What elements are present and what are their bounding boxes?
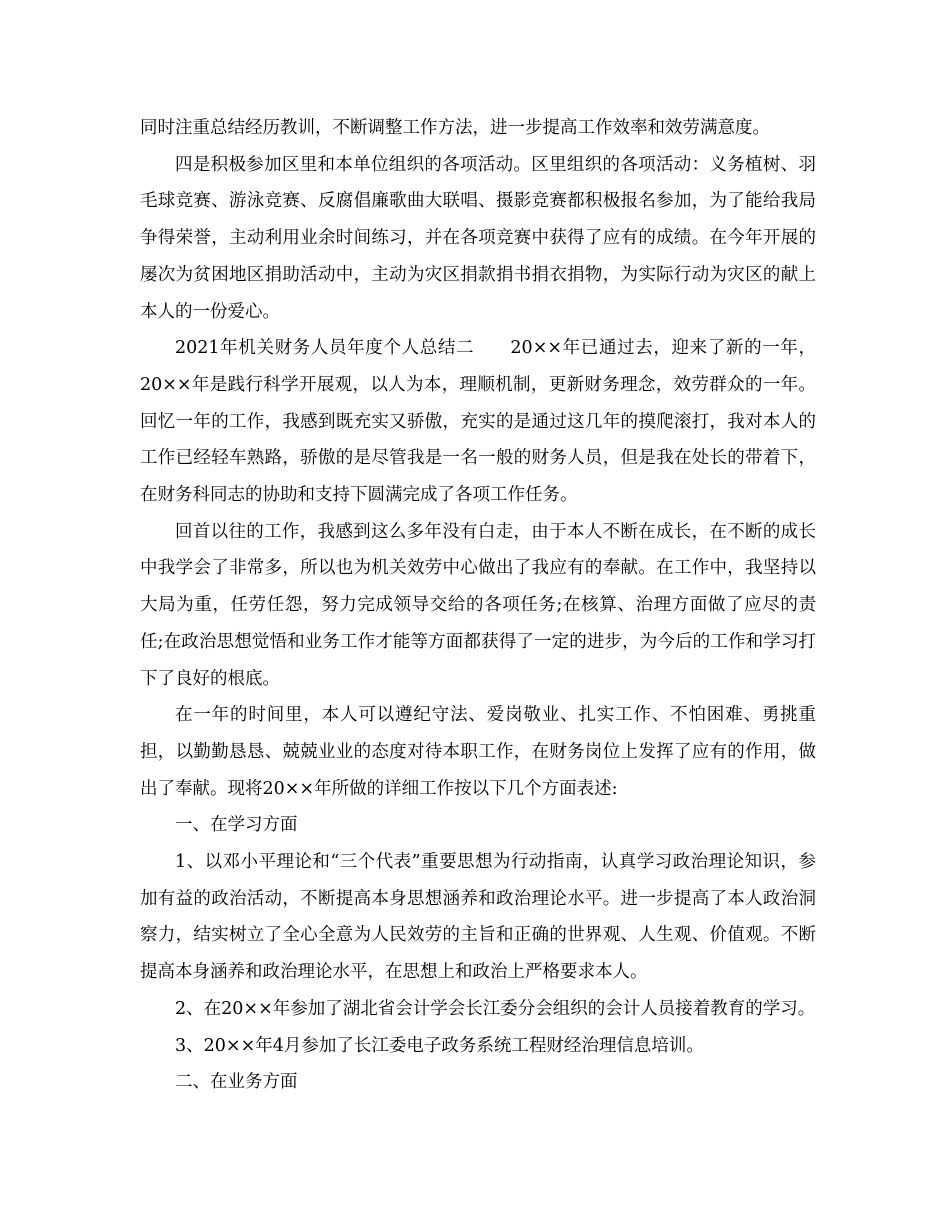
section-heading-business: 二、在业务方面 <box>175 1072 298 1093</box>
paragraph-activities: 四是积极参加区里和本单位组织的各项活动。区里组织的各项活动：义务植树、羽毛球竞赛、游泳竞赛、反腐倡廉歌曲大联唱、摄影竞赛都积极报名参加，为了能给我局争得荣誉，主动利用业余时间练习，并在各项竞赛中获得了应有的成绩。在今年开展的屡次为贫困地区捐助活动中，主动为灾区捐款捐书捐衣捐物，为实际行动为灾区的献上本人的一份爱心。 <box>140 154 816 322</box>
paragraph-year-overview: 在一年的时间里，本人可以遵纪守法、爱岗敬业、扎实工作、不怕困难、勇挑重担，以勤勤恳恳、兢兢业业的态度对待本职工作，在财务岗位上发挥了应有的作用，做出了奉献。现将20××年所做的详细工作按以下几个方面表述: <box>140 705 816 799</box>
paragraph-review: 回首以往的工作，我感到这么多年没有白走，由于本人不断在成长，在不断的成长中我学会了非常多，所以也为机关效劳中心做出了我应有的奉献。在工作中，我坚持以大局为重，任劳任怨，努力完成领导交给的各项任务;在核算、治理方面做了应尽的责任;在政治思想觉悟和业务工作才能等方面都获得了一定的进步，为今后的工作和学习打下了良好的根底。 <box>140 521 816 689</box>
paragraph-summary-two: 2021年机关财务人员年度个人总结二 20××年已通过去，迎来了新的一年，20××年是践行科学开展观，以人为本，理顺机制，更新财务理念，效劳群众的一年。回忆一年的工作，我感到既充实又骄傲，充实的是通过这几年的摸爬滚打，我对本人的工作已经轻车熟路，骄傲的是尽管我是一名一般的财务人员，但是我在处长的带着下，在财务科同志的协助和支持下圆满完成了各项工作任务。 <box>140 338 816 506</box>
paragraph-study-item-1: 1、以邓小平理论和“三个代表”重要思想为行动指南，认真学习政治理论知识，参加有益的政治活动，不断提高本身思想涵养和政治理论水平。进一步提高了本人政治洞察力，结实树立了全心全意为人民效劳的主旨和正确的世界观、人生观、价值观。不断提高本身涵养和政治理论水平，在思想上和政治上严格要求本人。 <box>140 852 816 983</box>
paragraph-continuation: 同时注重总结经历教训，不断调整工作方法，进一步提高工作效率和效劳满意度。 <box>140 118 770 138</box>
section-heading-study: 一、在学习方面 <box>175 815 298 836</box>
document-page <box>140 110 816 1101</box>
paragraph-study-item-3: 3、20××年4月参加了长江委电子政务系统工程财经治理信息培训。 <box>175 1035 704 1056</box>
paragraph-study-item-2: 2、在20××年参加了湖北省会计学会长江委分会组织的会计人员接着教育的学习。 <box>175 998 816 1019</box>
